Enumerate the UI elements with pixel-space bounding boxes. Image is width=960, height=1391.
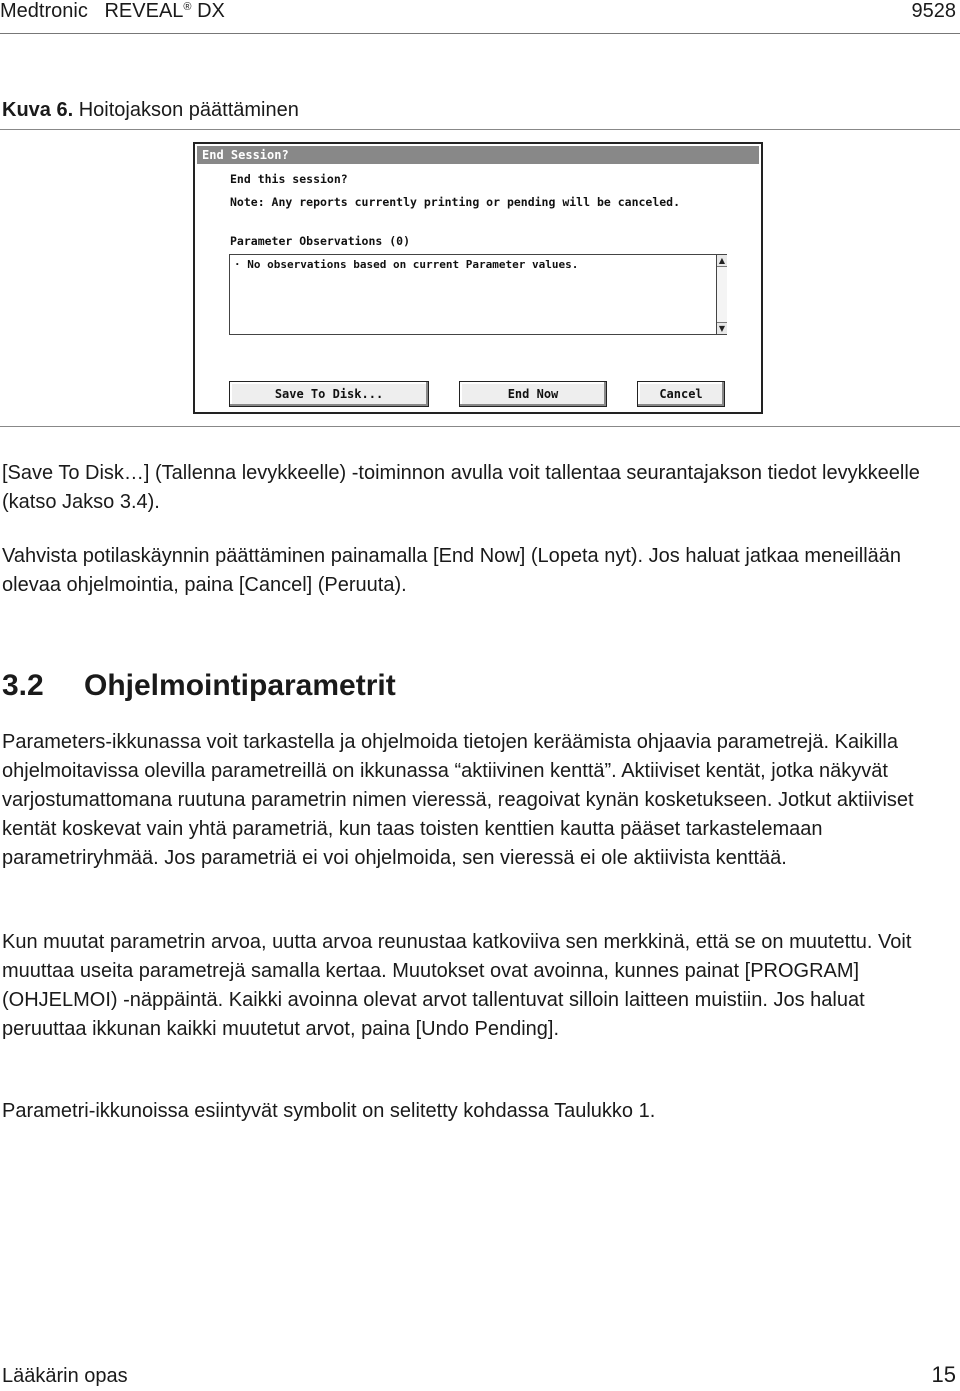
observations-scrollbar[interactable] — [716, 255, 727, 334]
dialog-note: Note: Any reports currently printing or pending will be canceled. — [230, 195, 681, 209]
footer-title: Lääkärin opas — [2, 1365, 128, 1387]
doc-number: 9528 — [911, 0, 956, 22]
scroll-down-icon[interactable]: ▼ — [718, 324, 726, 333]
observations-list[interactable] — [229, 254, 727, 335]
dialog-question: End this session? — [230, 172, 348, 186]
end-session-dialog — [193, 142, 763, 414]
figure-caption — [2, 98, 299, 122]
section-number: 3.2 — [2, 669, 44, 702]
paragraph-save-to-disk: [Save To Disk…] (Tallenna levykkeelle) -toiminnon avulla voit tallentaa seurantajakson tiedot levykkeelle (katso Jakso 3.4). — [2, 462, 920, 513]
running-header — [0, 0, 225, 22]
end-now-button[interactable]: End Now — [459, 381, 607, 407]
dialog-title: End Session? — [202, 148, 289, 162]
figure-caption-text: Hoitojakson päättäminen — [78, 99, 299, 121]
cancel-button[interactable]: Cancel — [637, 381, 725, 407]
header-divider — [0, 33, 960, 34]
product-name: REVEAL — [104, 0, 184, 22]
paragraph-parameters-window: Parameters-ikkunassa voit tarkastella ja ohjelmoida tietojen keräämista ohjaavia parametrejä. Kaikilla ohjelmoitavissa olevilla parametreillä on ikkunassa “aktiivinen kenttä”. Aktiiviset kentät, jotka näkyvät varjostumattomana ruutuna parametrin nimen vieressä, reagoivat kynän kosketukseen. Jotkut aktiiviset kentät koskevat vain yhtä parametriä, kun taas toisten kenttien kautta pääset tarkastelemaan parametriryhmää. Jos parametriä ei voi ohjelmoida, sen vieressä ei ole aktiivista kenttää. — [2, 731, 914, 869]
save-to-disk-button[interactable]: Save To Disk... — [229, 381, 429, 407]
paragraph-changing-values: Kun muutat parametrin arvoa, uutta arvoa reunustaa katkoviiva sen merkkinä, että se on muutettu. Voit muuttaa useita parametrejä samalla kertaa. Muutokset ovat avoinna, kunnes painat [PROGRAM] (OHJELMOI) -näppäintä. Kaikki avoinna olevat arvot tallentuvat silloin laitteen muistiin. Jos haluat peruuttaa ikkunan kaikki muutetut arvot, paina [Undo Pending]. — [2, 931, 912, 1040]
dialog-titlebar — [197, 146, 759, 164]
figure-bottom-divider — [0, 426, 960, 427]
page-number: 15 — [931, 1362, 956, 1387]
observation-item: · No observations based on current Parameter values. — [234, 258, 579, 271]
observations-label: Parameter Observations (0) — [230, 234, 411, 248]
figure-label: Kuva 6. — [2, 99, 74, 121]
section-heading — [2, 668, 396, 704]
paragraph-symbols-reference: Parametri-ikkunoissa esiintyvät symbolit on selitetty kohdassa Taulukko 1. — [2, 1100, 656, 1122]
paragraph-end-now: Vahvista potilaskäynnin päättäminen painamalla [End Now] (Lopeta nyt). Jos haluat jatkaa meneillään olevaa ohjelmointia, paina [Cancel] (Peruuta). — [2, 545, 902, 596]
figure-top-divider — [0, 129, 960, 130]
brand-name: Medtronic — [0, 0, 88, 22]
registered-mark: ® — [183, 1, 192, 13]
product-model: DX — [197, 0, 225, 22]
scroll-up-icon[interactable]: ▲ — [718, 256, 726, 265]
section-title: Ohjelmointiparametrit — [84, 669, 396, 702]
